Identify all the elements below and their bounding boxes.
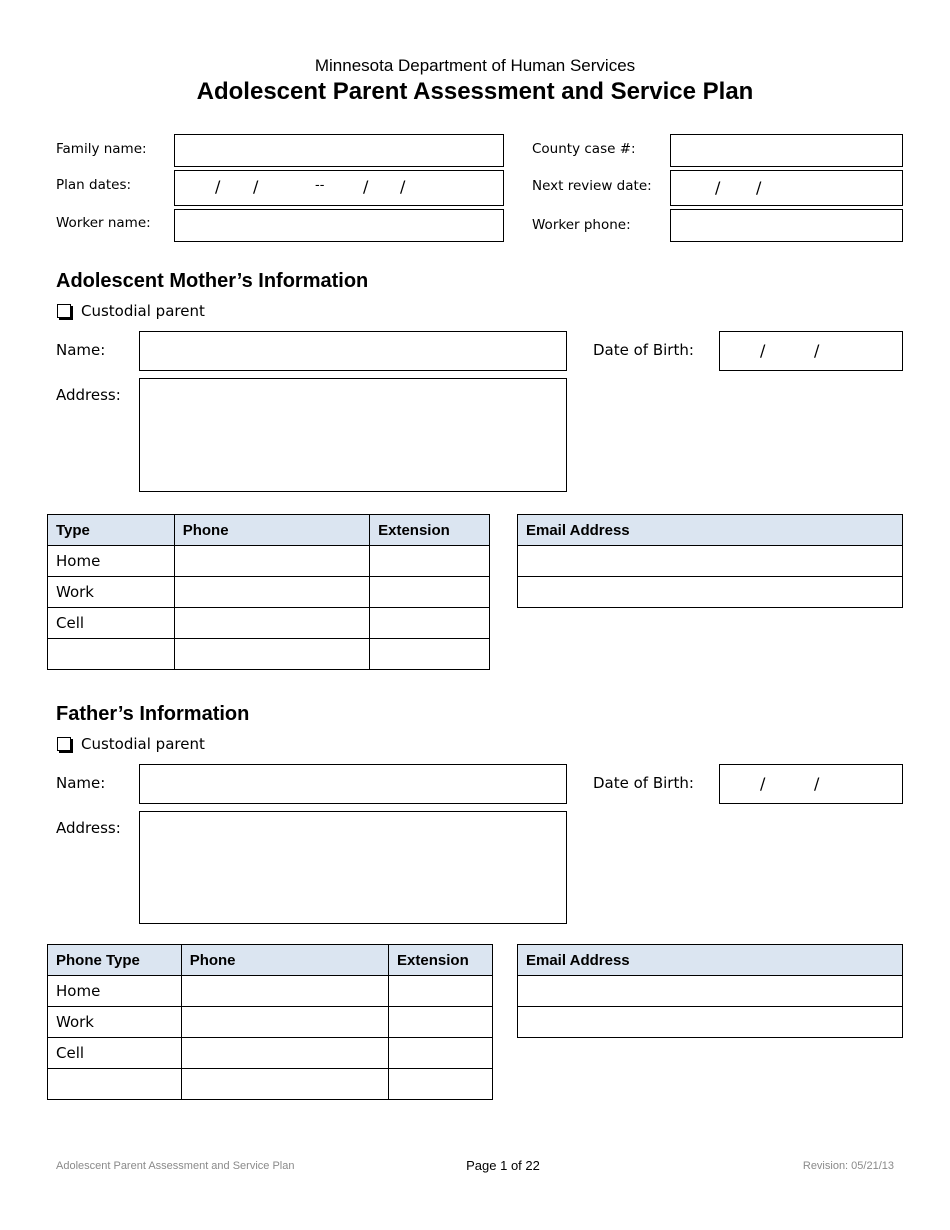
phone-cell[interactable] xyxy=(174,546,369,577)
phone-type-cell: Cell xyxy=(48,1038,182,1069)
extension-cell[interactable] xyxy=(389,1038,493,1069)
date-slash: / xyxy=(760,341,766,360)
mother-custodial-checkbox[interactable] xyxy=(56,302,205,320)
table-row xyxy=(48,1038,493,1069)
footer-doc-name: Adolescent Parent Assessment and Service Plan xyxy=(56,1160,295,1172)
county-case-label: County case #: xyxy=(532,141,636,157)
date-slash: / xyxy=(760,774,766,793)
family-name-field[interactable] xyxy=(174,134,504,167)
table-header-row xyxy=(518,515,903,546)
table-row xyxy=(48,577,490,608)
table-header-row xyxy=(518,945,903,976)
extension-cell[interactable] xyxy=(370,577,490,608)
date-slash: / xyxy=(715,178,721,197)
father-address-label: Address: xyxy=(56,819,121,837)
phone-type-cell: Work xyxy=(48,1007,182,1038)
table-row xyxy=(48,546,490,577)
table-row xyxy=(48,639,490,670)
date-slash: / xyxy=(756,178,762,197)
table-row xyxy=(48,976,493,1007)
father-email-table xyxy=(517,944,903,1038)
column-header: Extension xyxy=(370,515,490,546)
column-header: Phone xyxy=(174,515,369,546)
column-header: Email Address xyxy=(518,515,903,546)
footer-revision: Revision: 05/21/13 xyxy=(802,1160,894,1172)
agency-name: Minnesota Department of Human Services xyxy=(314,56,636,75)
email-cell[interactable] xyxy=(518,577,903,608)
table-header-row xyxy=(48,945,493,976)
extension-cell[interactable] xyxy=(389,976,493,1007)
extension-cell[interactable] xyxy=(370,546,490,577)
column-header: Extension xyxy=(389,945,493,976)
next-review-field[interactable] xyxy=(670,170,903,206)
mother-dob-label: Date of Birth: xyxy=(593,341,694,359)
date-slash: / xyxy=(814,341,820,360)
mother-phone-table xyxy=(47,514,490,670)
worker-name-label: Worker name: xyxy=(56,215,151,231)
table-header-row xyxy=(48,515,490,546)
column-header: Phone xyxy=(181,945,388,976)
father-phone-table xyxy=(47,944,493,1100)
phone-cell[interactable] xyxy=(174,639,369,670)
phone-type-cell[interactable] xyxy=(48,639,175,670)
father-name-field[interactable] xyxy=(139,764,567,804)
plan-dates-label: Plan dates: xyxy=(56,177,132,193)
family-name-label: Family name: xyxy=(56,141,147,157)
phone-type-cell: Cell xyxy=(48,608,175,639)
table-row xyxy=(518,577,903,608)
phone-type-cell: Home xyxy=(48,976,182,1007)
column-header: Type xyxy=(48,515,175,546)
mother-name-field[interactable] xyxy=(139,331,567,371)
table-row xyxy=(518,546,903,577)
phone-cell[interactable] xyxy=(174,577,369,608)
father-address-field[interactable] xyxy=(139,811,567,924)
phone-cell[interactable] xyxy=(181,976,388,1007)
phone-cell[interactable] xyxy=(181,1038,388,1069)
table-row xyxy=(48,1069,493,1100)
father-name-label: Name: xyxy=(56,774,106,792)
phone-cell[interactable] xyxy=(181,1007,388,1038)
email-cell[interactable] xyxy=(518,976,903,1007)
footer-page-number: Page 1 of 22 xyxy=(466,1158,540,1173)
extension-cell[interactable] xyxy=(370,639,490,670)
worker-name-field[interactable] xyxy=(174,209,504,242)
extension-cell[interactable] xyxy=(389,1007,493,1038)
checkbox-icon[interactable] xyxy=(57,737,71,751)
father-dob-field[interactable] xyxy=(719,764,903,804)
mother-email-table xyxy=(517,514,903,608)
father-section-title: Father’s Information xyxy=(56,703,250,725)
mother-address-field[interactable] xyxy=(139,378,567,492)
custodial-label: Custodial parent xyxy=(81,302,205,320)
email-cell[interactable] xyxy=(518,546,903,577)
date-slash: / xyxy=(400,177,406,196)
table-row xyxy=(48,1007,493,1038)
table-row xyxy=(518,976,903,1007)
worker-phone-field[interactable] xyxy=(670,209,903,242)
table-row xyxy=(48,608,490,639)
father-custodial-checkbox[interactable] xyxy=(56,735,205,753)
phone-cell[interactable] xyxy=(181,1069,388,1100)
date-slash: / xyxy=(814,774,820,793)
phone-type-cell: Home xyxy=(48,546,175,577)
email-cell[interactable] xyxy=(518,1007,903,1038)
extension-cell[interactable] xyxy=(389,1069,493,1100)
mother-address-label: Address: xyxy=(56,386,121,404)
custodial-label: Custodial parent xyxy=(81,735,205,753)
table-row xyxy=(518,1007,903,1038)
date-slash: / xyxy=(363,177,369,196)
extension-cell[interactable] xyxy=(370,608,490,639)
next-review-label: Next review date: xyxy=(532,178,652,194)
plan-dates-field[interactable] xyxy=(174,170,504,206)
phone-cell[interactable] xyxy=(174,608,369,639)
column-header: Phone Type xyxy=(48,945,182,976)
phone-type-cell: Work xyxy=(48,577,175,608)
mother-name-label: Name: xyxy=(56,341,106,359)
column-header: Email Address xyxy=(518,945,903,976)
mother-section-title: Adolescent Mother’s Information xyxy=(56,270,369,292)
date-slash: / xyxy=(215,177,221,196)
date-slash: / xyxy=(253,177,259,196)
mother-dob-field[interactable] xyxy=(719,331,903,371)
date-range-separator: -- xyxy=(315,178,325,193)
phone-type-cell[interactable] xyxy=(48,1069,182,1100)
father-dob-label: Date of Birth: xyxy=(593,774,694,792)
page-title: Adolescent Parent Assessment and Service Plan xyxy=(196,78,754,105)
county-case-field[interactable] xyxy=(670,134,903,167)
worker-phone-label: Worker phone: xyxy=(532,217,631,233)
checkbox-icon[interactable] xyxy=(57,304,71,318)
